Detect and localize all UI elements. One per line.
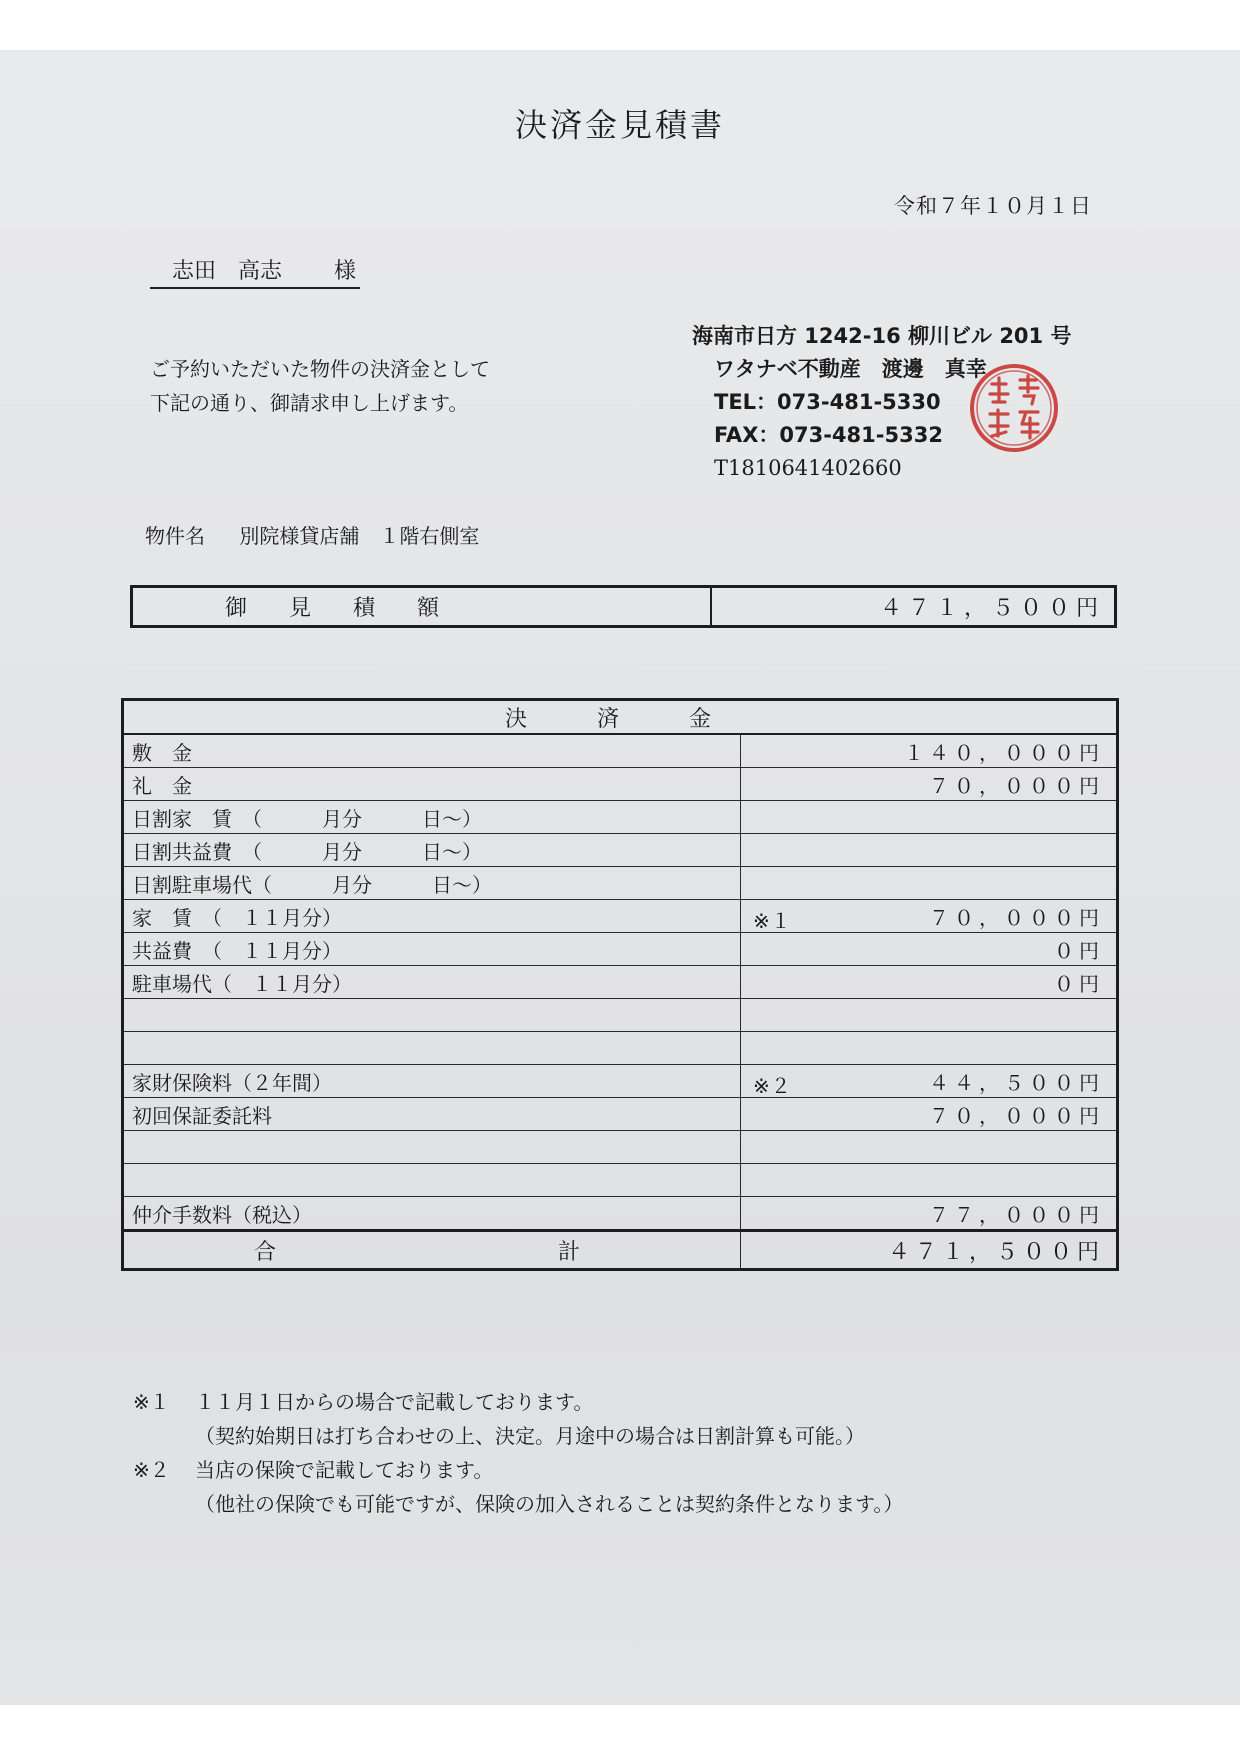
settlement-item: 仲介手数料（税込） [123, 1197, 741, 1231]
settlement-amount-cell [741, 1032, 1118, 1065]
recipient-name: 志田 高志 [172, 259, 283, 284]
settlement-row [123, 900, 1118, 933]
settlement-amount-cell [741, 1164, 1118, 1197]
settlement-amount-cell [741, 734, 1118, 768]
settlement-item [123, 1032, 741, 1065]
settlement-amount-cell [741, 999, 1118, 1032]
settlement-amount-cell [741, 966, 1118, 999]
greeting-text [150, 352, 490, 420]
footnote-mark: ※２ [133, 1458, 170, 1482]
total-label-part: 計 [558, 1239, 581, 1265]
settlement-row [123, 768, 1118, 801]
settlement-item: 家財保険料（２年間） [123, 1065, 741, 1098]
settlement-amount-cell [741, 1197, 1118, 1231]
sender-registration-number: T1810641402660 [714, 456, 902, 480]
footnote-text: （他社の保険でも可能ですが、保険の加入されることは契約条件となります。） [195, 1492, 904, 1516]
recipient-honorific: 様 [333, 259, 356, 284]
footnote-text: 当店の保険で記載しております。 [195, 1458, 494, 1482]
footnote-text: １１月１日からの場合で記載しております。 [195, 1390, 594, 1414]
settlement-note: ※２ [753, 1074, 792, 1098]
total-row [123, 1231, 1118, 1270]
recipient [150, 254, 360, 289]
settlement-amount: ７０，０００円 [929, 1103, 1104, 1128]
property-name: 別院様貸店舗 １階右側室 [239, 524, 480, 548]
settlement-item: 日割家 賃 （ 月分 日～） [123, 801, 741, 834]
estimate-total-table [130, 585, 1117, 628]
footnote-mark: ※１ [133, 1390, 170, 1414]
property-label: 物件名 [145, 524, 205, 548]
settlement-amount-cell [741, 801, 1118, 834]
settlement-row [123, 966, 1118, 999]
company-seal-stamp [968, 362, 1060, 454]
settlement-item [123, 999, 741, 1032]
settlement-row [123, 867, 1118, 900]
settlement-amount: ０円 [1054, 971, 1104, 996]
settlement-amount-cell [741, 933, 1118, 966]
sender-tel: TEL：073-481-5330 [714, 390, 941, 414]
settlement-item: 敷 金 [123, 734, 741, 768]
estimate-amount: ４７１，５００円 [711, 587, 1116, 627]
settlement-item: 初回保証委託料 [123, 1098, 741, 1131]
settlement-item: 共益費 （ １１月分） [123, 933, 741, 966]
sender-address: 海南市日方 1242-16 柳川ビル 201 号 [692, 324, 1072, 348]
settlement-item: 家 賃 （ １１月分） [123, 900, 741, 933]
settlement-amount: ０円 [1054, 938, 1104, 963]
settlement-amount-cell [741, 768, 1118, 801]
settlement-row [123, 1164, 1118, 1197]
settlement-amount-cell [741, 1098, 1118, 1131]
issue-date: 令和７年１０月１日 [894, 194, 1092, 218]
settlement-item: 礼 金 [123, 768, 741, 801]
settlement-row [123, 1197, 1118, 1231]
settlement-amount: ７７，０００円 [929, 1202, 1104, 1227]
settlement-row [123, 999, 1118, 1032]
settlement-amount-cell [741, 1131, 1118, 1164]
footnotes [133, 1385, 903, 1521]
settlement-row [123, 1032, 1118, 1065]
settlement-amount: １４０，０００円 [904, 740, 1104, 765]
settlement-amount: ７０，０００円 [929, 905, 1104, 930]
settlement-item [123, 1164, 741, 1197]
sender-fax: FAX：073-481-5332 [714, 423, 943, 447]
settlement-row [123, 801, 1118, 834]
settlement-row [123, 1131, 1118, 1164]
settlement-row [123, 734, 1118, 768]
settlement-amount-cell [741, 867, 1118, 900]
document-title: 決済金見積書 [514, 106, 725, 144]
greeting-line: 下記の通り、御請求申し上げます。 [150, 391, 469, 415]
settlement-item [123, 1131, 741, 1164]
greeting-line: ご予約いただいた物件の決済金として [150, 357, 490, 381]
settlement-item: 駐車場代（ １１月分） [123, 966, 741, 999]
footnote-text: （契約始期日は打ち合わせの上、決定。月途中の場合は日割計算も可能。） [195, 1424, 865, 1448]
settlement-amount-cell [741, 1065, 1118, 1098]
settlement-table [121, 698, 1119, 1271]
property-line [145, 520, 479, 549]
settlement-row [123, 834, 1118, 867]
settlement-amount: ７０，０００円 [929, 773, 1104, 798]
settlement-amount-cell [741, 834, 1118, 867]
settlement-amount: ４４，５００円 [929, 1070, 1104, 1095]
total-label-part: 合 [254, 1239, 277, 1265]
settlement-row [123, 933, 1118, 966]
settlement-header: 決 済 金 [123, 700, 1118, 735]
sender-company: ワタナベ不動産 渡邊 真幸 [714, 357, 987, 381]
settlement-note: ※１ [753, 909, 792, 933]
settlement-row [123, 1098, 1118, 1131]
estimate-label: 御 見 積 額 [132, 587, 712, 627]
settlement-item: 日割駐車場代（ 月分 日～） [123, 867, 741, 900]
settlement-item: 日割共益費 （ 月分 日～） [123, 834, 741, 867]
settlement-row [123, 1065, 1118, 1098]
total-amount: ４７１，５００円 [741, 1231, 1118, 1270]
settlement-amount-cell [741, 900, 1118, 933]
